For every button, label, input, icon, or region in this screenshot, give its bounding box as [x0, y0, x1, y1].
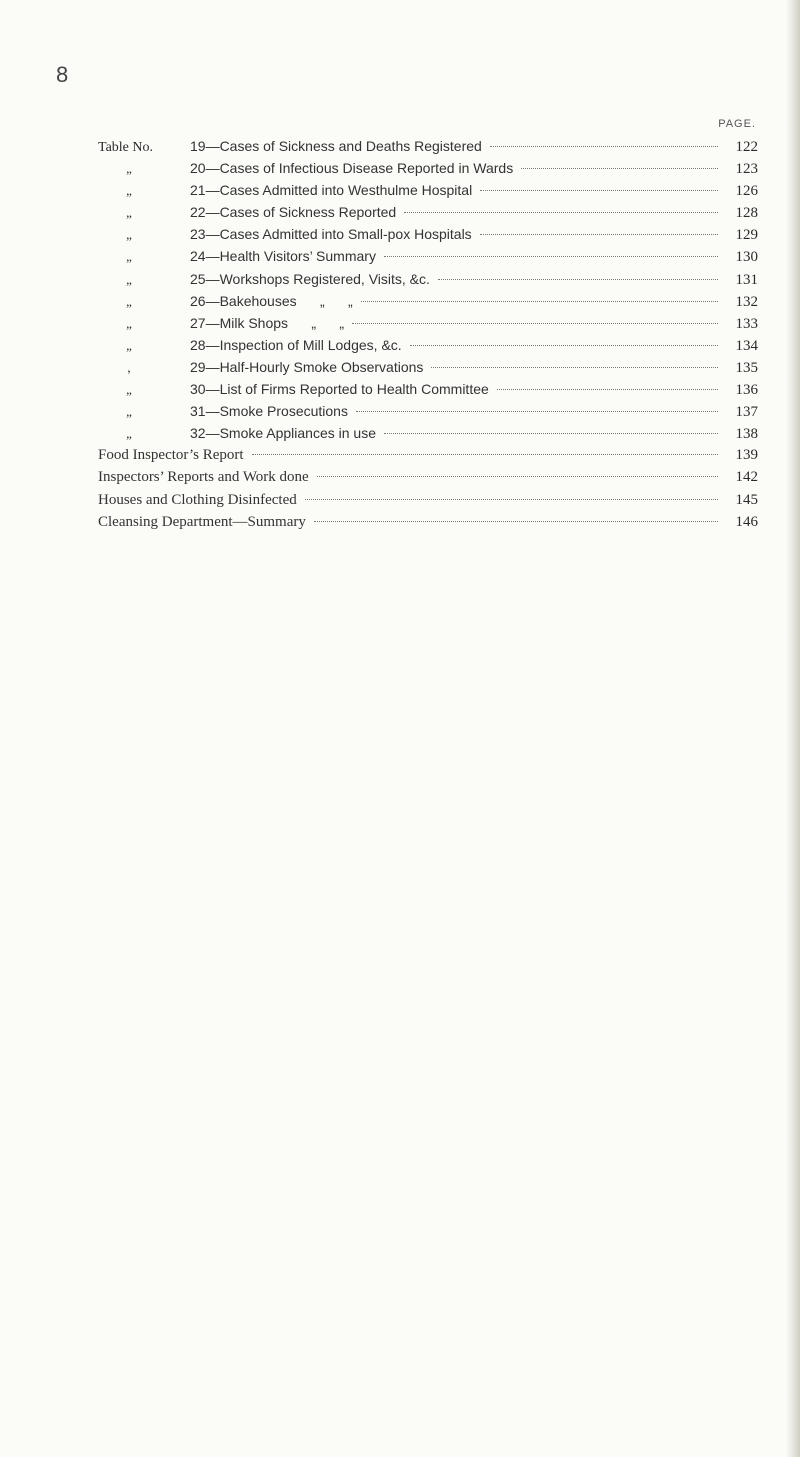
toc-entry-title: 19—Cases of Sickness and Deaths Registered [190, 138, 482, 154]
dot-leader [356, 411, 718, 412]
dot-leader [480, 234, 718, 235]
toc-entry [98, 469, 758, 491]
toc-entry [98, 337, 758, 359]
toc-entry [98, 447, 758, 469]
toc-entry-title: 23—Cases Admitted into Small-pox Hospitals [190, 226, 472, 243]
toc-entry-page: 126 [735, 183, 758, 200]
toc-entry-prefix [98, 316, 190, 333]
toc-entry-page: 129 [735, 227, 758, 244]
toc-entry-page: 133 [735, 315, 758, 332]
toc-entry [98, 359, 758, 381]
toc-entry-prefix [98, 426, 190, 443]
dot-leader [438, 279, 718, 280]
toc-entry-page: 132 [735, 293, 758, 310]
ditto-mark: „ [126, 227, 132, 243]
toc-entry-page: 135 [735, 359, 758, 376]
toc-entry-title: 28—Inspection of Mill Lodges, &c. [190, 336, 402, 353]
page-column-header: PAGE. [718, 118, 756, 130]
toc-entry-page: 145 [735, 491, 758, 508]
ditto-mark: „ [126, 293, 132, 309]
toc-list [98, 138, 758, 536]
toc-entry-page: 122 [735, 139, 758, 155]
toc-entry-prefix [98, 294, 190, 311]
ditto-mark: „ [126, 271, 132, 287]
toc-entry-title: 29—Half-Hourly Smoke Observations [190, 358, 424, 375]
toc-entry [98, 492, 758, 514]
toc-entry [98, 381, 758, 403]
ditto-mark: „ [126, 315, 132, 331]
toc-entry [98, 425, 758, 447]
dot-leader [384, 256, 718, 257]
toc-entry-title: Houses and Clothing Disinfected [98, 491, 297, 508]
toc-entry-page: 136 [735, 382, 758, 399]
toc-entry-prefix [98, 404, 190, 421]
ditto-mark: „ [126, 382, 132, 398]
toc-entry-page: 137 [735, 404, 758, 421]
ditto-mark: „ [126, 161, 132, 177]
dot-leader [305, 499, 718, 500]
toc-entry-prefix [98, 272, 190, 289]
toc-entry-title: Inspectors’ Reports and Work done [98, 469, 309, 486]
dot-leader [384, 433, 718, 434]
toc-entry [98, 160, 758, 182]
toc-entry [98, 182, 758, 204]
toc-entry-prefix [98, 249, 190, 266]
toc-entry-page: 139 [735, 447, 758, 464]
toc-entry-page: 128 [735, 205, 758, 222]
toc-entry-prefix: Table No. [98, 140, 154, 155]
toc-entry-prefix [98, 382, 190, 399]
toc-entry-prefix [98, 161, 190, 178]
toc-entry-prefix [98, 338, 190, 355]
page-number: 8 [56, 62, 69, 87]
toc-entry [98, 315, 758, 337]
toc-entry-prefix [98, 227, 190, 244]
toc-entry-page: 134 [735, 337, 758, 354]
toc-entry-prefix [98, 205, 190, 222]
toc-entry-title: 32—Smoke Appliances in use [190, 425, 376, 442]
dot-leader [497, 389, 718, 390]
ditto-mark: „ [126, 205, 132, 221]
toc-entry-title: 31—Smoke Prosecutions [190, 403, 348, 420]
toc-entry-title: 27—Milk Shops „ „ [190, 314, 345, 331]
toc-entry-page: 138 [735, 426, 758, 443]
toc-entry-page: 146 [735, 513, 758, 530]
toc-entry-page: 130 [735, 249, 758, 266]
dot-leader [480, 190, 718, 191]
dot-leader [252, 454, 718, 455]
dot-leader [361, 301, 718, 302]
dot-leader [431, 367, 718, 368]
ditto-mark: „ [126, 249, 132, 265]
toc-entry-page: 142 [735, 469, 758, 486]
ditto-mark: „ [126, 404, 132, 420]
toc-entry-page: 131 [735, 271, 758, 288]
toc-entry [98, 403, 758, 425]
toc-entry [98, 204, 758, 226]
toc-entry-title: 26—Bakehouses „ „ [190, 292, 353, 309]
toc-entry-page: 123 [735, 161, 758, 178]
dot-leader [314, 521, 718, 522]
ditto-mark: , [127, 359, 131, 375]
toc-entry-title: 25—Workshops Registered, Visits, &c. [190, 270, 430, 287]
ditto-mark: „ [126, 183, 132, 199]
toc-entry-title: Food Inspector’s Report [98, 447, 244, 464]
toc-entry-title: 21—Cases Admitted into Westhulme Hospital [190, 182, 473, 199]
toc-entry-title: 20—Cases of Infectious Disease Reported in Wards [190, 160, 514, 177]
toc-entry-title: 30—List of Firms Reported to Health Committee [190, 381, 489, 398]
toc-entry [98, 138, 758, 160]
dot-leader [404, 212, 718, 213]
toc-entry [98, 514, 758, 536]
toc-entry [98, 248, 758, 270]
toc-entry [98, 271, 758, 293]
table-of-contents [98, 118, 758, 536]
toc-entry-title: Cleansing Department—Summary [98, 513, 306, 530]
toc-entry-prefix [98, 183, 190, 200]
dot-leader [317, 476, 718, 477]
toc-entry [98, 293, 758, 315]
ditto-mark: „ [126, 426, 132, 442]
dot-leader [410, 345, 718, 346]
page-edge-shadow [786, 0, 800, 1457]
toc-entry-title: 24—Health Visitors’ Summary [190, 248, 376, 265]
toc-entry-title: 22—Cases of Sickness Reported [190, 204, 397, 221]
dot-leader [352, 323, 718, 324]
dot-leader [521, 168, 718, 169]
toc-entry-prefix [98, 360, 190, 377]
ditto-mark: „ [126, 337, 132, 353]
dot-leader [490, 146, 718, 147]
toc-entry [98, 226, 758, 248]
